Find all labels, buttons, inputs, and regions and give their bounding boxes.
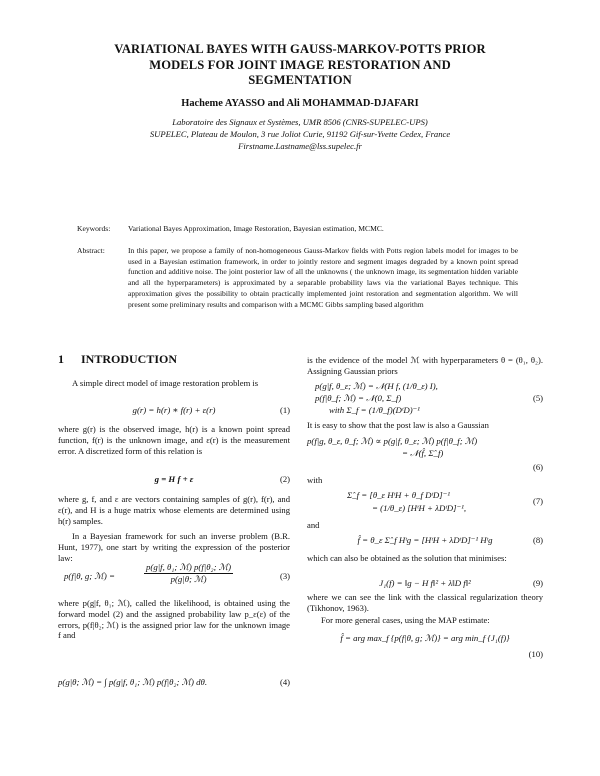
section-title: INTRODUCTION (81, 352, 178, 366)
equation-5 (307, 381, 543, 417)
equation-8-body: f̂ = θ_ε Σ̂_f Hᵗg = [HᵗH + λDᵗD]⁻¹ Hᵗg (357, 535, 493, 545)
equation-1-number: (1) (279, 405, 290, 415)
equation-3-number: (3) (279, 571, 290, 581)
equation-5-line-a: p(g|f, θ_ε; ℳ) = 𝒩(H f, (1/θ_ε) I), (315, 381, 438, 391)
equation-6-number: (6) (532, 462, 543, 472)
affiliation-line-2: SUPELEC, Plateau de Moulon, 3 rue Joliot Curie, 91192 Gif-sur-Yvette Cedex, France (149, 129, 451, 139)
left-paragraph-4: In a Bayesian framework for such an inverse problem (B.R. Hunt, 1977), one start by writing the expression of the posterior law: (58, 531, 290, 563)
equation-7-line-a: Σ̂_f = [θ_ε HᵗH + θ_f DᵗD]⁻¹ (347, 490, 450, 500)
right-paragraph-4: and (307, 520, 320, 530)
right-paragraph-5: which can also be obtained as the solution that minimises: (307, 553, 507, 563)
section-number: 1 (58, 352, 64, 366)
equation-8-number: (8) (532, 535, 543, 545)
right-paragraph-7: For more general cases, using the MAP estimate: (321, 615, 490, 625)
authors: Hacheme AYASSO and Ali MOHAMMAD-DJAFARI (181, 98, 419, 109)
equation-9 (307, 578, 543, 589)
equation-3-denominator: p(g|θ; ℳ) (170, 573, 207, 584)
left-paragraph-5: where p(g|f, θ₁; ℳ), called the likelihood, is obtained using the forward model (2) and the assigned probability law p_ε(ε) of the errors, p(f|θ₂; ℳ) is the assigned prior law for the unknown image f and (58, 598, 290, 641)
right-paragraph-2: It is easy to show that the post law is also a Gaussian (307, 420, 489, 430)
abstract-label: Abstract: (77, 246, 105, 255)
left-paragraph-3: where g, f, and ε are vectors containing samples of g(r), f(r), and ε(r), and H is a huge matrix whose elements are determined using h(r) samples. (58, 494, 290, 526)
paper-title (60, 42, 540, 89)
keywords-label: Keywords: (77, 224, 111, 233)
equation-4-number: (4) (279, 677, 290, 687)
title-line-1: VARIATIONAL BAYES WITH GAUSS-MARKOV-POTTS PRIOR (114, 42, 486, 56)
equation-7 (307, 490, 543, 518)
equation-5-number: (5) (532, 393, 543, 403)
equation-1 (58, 405, 290, 416)
equation-2-body: g = H f + ε (154, 474, 194, 484)
equation-8 (307, 535, 543, 546)
title-line-2: MODELS FOR JOINT IMAGE RESTORATION AND (149, 57, 451, 72)
equation-5-line-c: with Σ_f = (1/θ_f)(DᵗD)⁻¹ (329, 405, 420, 415)
right-paragraph-1: is the evidence of the model ℳ with hyperparameters θ = (θ₁, θ₂). Assigning Gaussian priors (307, 355, 543, 376)
right-paragraph-6: where we can see the link with the classical regularization theory (Tikhonov, 1963). (307, 592, 543, 613)
equation-7-line-b: = (1/θ_ε) [HᵗH + λDᵗD]⁻¹, (372, 503, 467, 513)
equation-3 (58, 562, 290, 590)
equation-1-body: g(r) = h(r) ∗ f(r) + ε(r) (132, 405, 216, 415)
equation-3-numerator: p(g|f, θ₁; ℳ) p(f|θ₂; ℳ) (146, 562, 232, 572)
equation-9-body: J₁(f) = ‖g − H f‖² + λ‖D f‖² (379, 578, 471, 588)
equation-10 (307, 633, 543, 644)
equation-6-line-b: = 𝒩(f̂, Σ̂_f) (402, 448, 444, 458)
equation-5-line-b: p(f|θ_f; ℳ) = 𝒩(0, Σ_f) (315, 393, 402, 403)
left-paragraph-1: A simple direct model of image restoration problem is (72, 378, 259, 388)
equation-10-number: (10) (528, 649, 543, 659)
right-paragraph-3: with (307, 475, 323, 485)
section-heading (58, 352, 177, 367)
equation-7-number: (7) (532, 496, 543, 506)
equation-3-fraction (144, 562, 233, 585)
title-line-3: SEGMENTATION (248, 73, 352, 87)
equation-9-number: (9) (532, 578, 543, 588)
equation-10-body: f̂ = arg max_f {p(f|θ, g; ℳ)} = arg min_f {J₁(f)} (340, 633, 510, 643)
equation-6 (307, 436, 543, 472)
affiliation-line-1: Laboratoire des Signaux et Systèmes, UMR 8506 (CNRS-SUPELEC-UPS) (172, 117, 428, 127)
equation-4-body: p(g|θ; ℳ) = ∫ p(g|f, θ₁; ℳ) p(f|θ₂; ℳ) dθ. (58, 677, 208, 687)
equation-6-line-a: p(f|g, θ_ε, θ_f; ℳ) ∝ p(g|f, θ_ε; ℳ) p(f|θ_f; ℳ) (307, 436, 478, 446)
keywords-text: Variational Bayes Approximation, Image Restoration, Bayesian estimation, MCMC. (128, 224, 384, 233)
equation-4 (58, 677, 290, 688)
equation-3-lhs: p(f|θ, g; ℳ) = (64, 571, 115, 581)
affiliation-line-3: Firstname.Lastname@lss.supelec.fr (238, 141, 362, 151)
equation-2 (58, 474, 290, 485)
equation-2-number: (2) (279, 474, 290, 484)
left-paragraph-2: where g(r) is the observed image, h(r) is a known point spread function, f(r) is the unknown image, and ε(r) is the measurement error. A discretized form of this relation is (58, 424, 290, 456)
abstract-text: In this paper, we propose a family of non-homogeneous Gauss-Markov fields with Potts region labels model for images to be used in a Bayesian estimation framework, in order to jointly restore and segment images degraded by a known point spread function and additive noise. The joint posterior law of all the unknowns ( the unknown image, its segmentation hidden variable and all the hyperparameters) is approximated by a separable probability laws via the variational Bayes technique. This approximation gives the possibility to obtain practically implemented joint restoration and segmentation algorithm. We will present some preliminary results and comparison with a MCMC Gibbs sampling based algorithm (128, 246, 518, 309)
